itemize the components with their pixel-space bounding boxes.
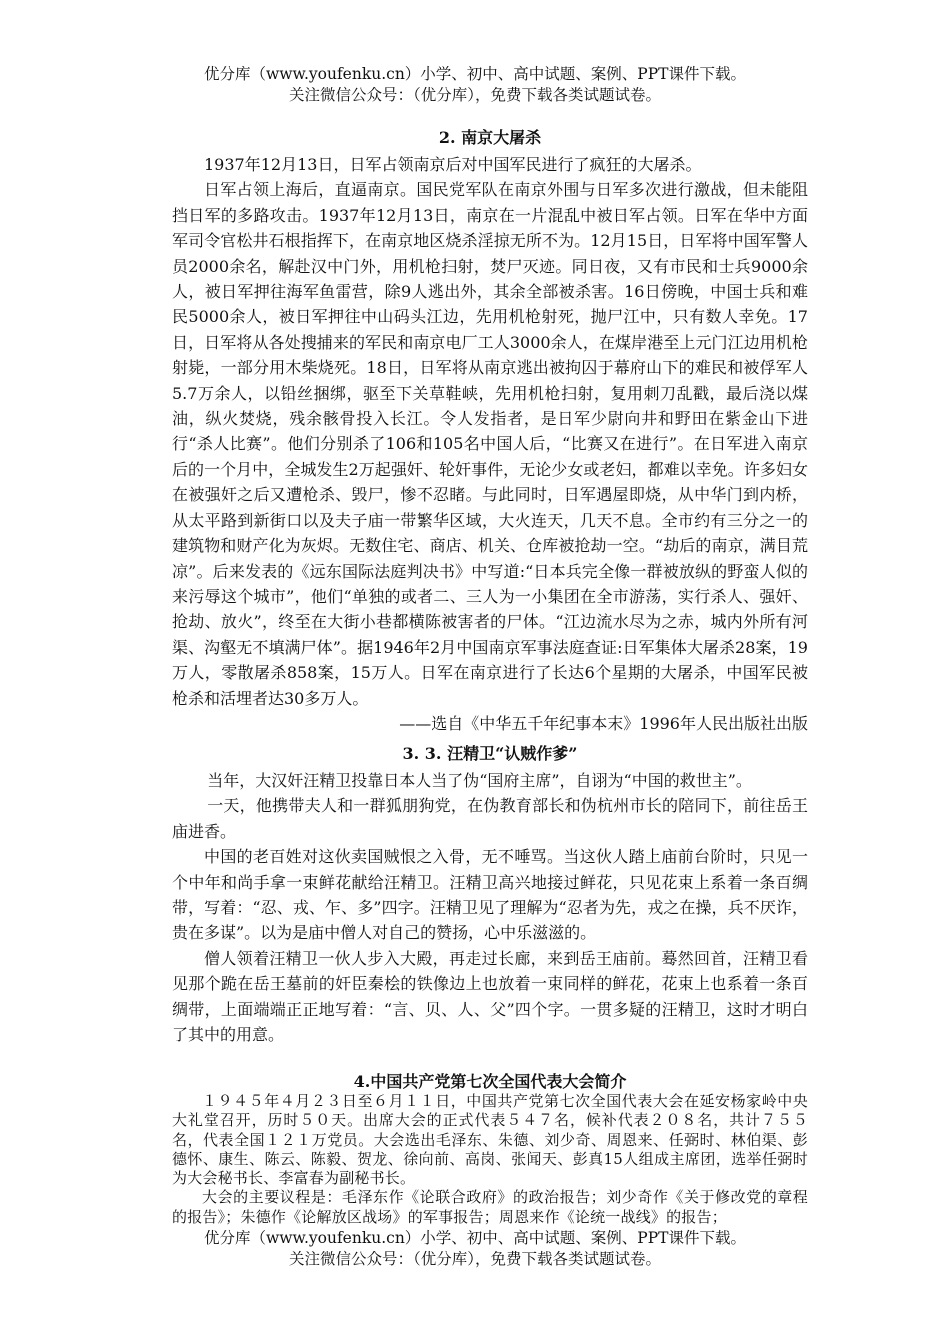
paragraph: １９４５年４月２３日至６月１１日，中国共产党第七次全国代表大会在延安杨家岭中央大礼堂召开，历时５０天。出席大会的正式代表５４７名，候补代表２０８名，共计７５５名，代表全国１２１万党员。大会选出毛泽东、朱德、刘少奇、周恩来、任弼时、林伯渠、彭德怀、康生、陈云、陈毅、贺龙、徐向前、高岗、张闻天、彭真15人组成主席团，选举任弼时为大会秘书长、李富春为副秘书长。 [172,1092,808,1188]
paragraph: 1937年12月13日，日军占领南京后对中国军民进行了疯狂的大屠杀。 [204,155,702,174]
footer-line-2: 关注微信公众号：（优分库），免费下载各类试题试卷。 [288,1250,661,1268]
page-footer [0,1228,950,1270]
paragraph: 日军占领上海后，直逼南京。国民党军队在南京外围与日军多次进行激战，但未能阻挡日军的多路攻击。1937年12月13日，南京在一片混乱中被日军占领。日军在华中方面军司令官松井石根指挥下，在南京地区烧杀淫掠无所不为。12月15日，日军将中国军警人员2000余名，解赴汉中门外，用机枪扫射，焚尸灭迹。同日夜，又有市民和士兵9000余人，被日军押往海军鱼雷营，除9人逃出外，其余全部被杀害。16日傍晚，中国士兵和难民5000余人，被日军押往中山码头江边，先用机枪射死，抛尸江中，只有数人幸免。17日，日军将从各处搜捕来的军民和南京电厂工人3000余人，在煤岸港至上元门江边用机枪射毙，一部分用木柴烧死。18日，日军将从南京逃出被拘囚于幕府山下的难民和被俘军人5.7万余人，以铅丝捆绑，驱至下关草鞋峡，先用机枪扫射，复用刺刀乱戳，最后浇以煤油，纵火焚烧，残余骸骨投入长江。令人发指者，是日军少尉向井和野田在紫金山下进行“杀人比赛”。他们分别杀了106和105名中国人后，“比赛又在进行”。在日军进入南京后的一个月中，全城发生2万起强奸、轮奸事件，无论少女或老妇，都难以幸免。许多妇女在被强奸之后又遭枪杀、毁尸，惨不忍睹。与此同时，日军遇屋即烧，从中华门到内桥，从太平路到新街口以及夫子庙一带繁华区域，大火连天，几天不息。全市约有三分之一的建筑物和财产化为灰烬。无数住宅、商店、机关、仓库被抢劫一空。“劫后的南京，满目荒凉”。后来发表的《远东国际法庭判决书》中写道:“日本兵完全像一群被放纵的野蛮人似的来污辱这个城市”，他们“单独的或者二、三人为一小集团在全市游荡，实行杀人、强奸、抢劫、放火”，终至在大街小巷都横陈被害者的尸体。“江边流水尽为之赤，城内外所有河渠、沟壑无不填满尸体”。据1946年2月中国南京军事法庭查证:日军集体大屠杀28案，19万人，零散屠杀858案，15万人。日军在南京进行了长达6个星期的大屠杀，中国军民被枪杀和活埋者达30多万人。 [172,180,808,708]
paragraph: 当年，大汉奸汪精卫投靠日本人当了伪“国府主席”，自诩为“中国的救世主”。 [207,771,752,790]
header-line-1: 优分库（www.youfenku.cn）小学、初中、高中试题、案例、PPT课件下载。 [203,65,747,83]
footer-line-1: 优分库（www.youfenku.cn）小学、初中、高中试题、案例、PPT课件下载。 [203,1229,747,1247]
page-header [0,64,950,106]
paragraph: 一天，他携带夫人和一群狐朋狗党，在伪教育部长和伪杭州市长的陪同下，前往岳王庙进香。 [172,796,808,841]
section-nanjing-massacre [172,127,808,736]
section-title: 4.中国共产党第七次全国代表大会简介 [353,1072,627,1091]
section-title: 2. 南京大屠杀 [438,128,542,147]
paragraph: 僧人领着汪精卫一伙人步入大殿，再走过长廊，来到岳王庙前。蓦然回首，汪精卫看见那个跪在岳王墓前的奸臣秦桧的铁像边上也放着一束同样的鲜花，花束上也系着一条百绸带，上面端端正正地写着：“言、贝、人、父”四个字。一贯多疑的汪精卫，这时才明白了其中的用意。 [172,948,808,1045]
paragraph: 中国的老百姓对这伙卖国贼恨之入骨，无不唾骂。当这伙人踏上庙前台阶时，只见一个中年和尚手拿一束鲜花献给汪精卫。汪精卫高兴地接过鲜花，只见花束上系着一条百绸带，写着：“忍、戎、乍、多”四字。汪精卫见了理解为“忍者为先，戎之在操，兵不厌诈，贵在多谋”。以为是庙中僧人对自己的赞扬，心中乐滋滋的。 [172,847,808,943]
section-wang-jingwei [172,743,808,1047]
section-title: 3. 3. 汪精卫“认贼作爹” [402,744,578,763]
source-citation: ——选自《中华五千年纪事本末》1996年人民出版社出版 [399,713,808,733]
paragraph: 大会的主要议程是：毛泽东作《论联合政府》的政治报告；刘少奇作《关于修改党的章程的报告》；朱德作《论解放区战场》的军事报告；周恩来作《论统一战线》的报告； [172,1188,808,1226]
section-seventh-congress [172,1072,808,1227]
header-line-2: 关注微信公众号：（优分库），免费下载各类试题试卷。 [288,86,661,104]
